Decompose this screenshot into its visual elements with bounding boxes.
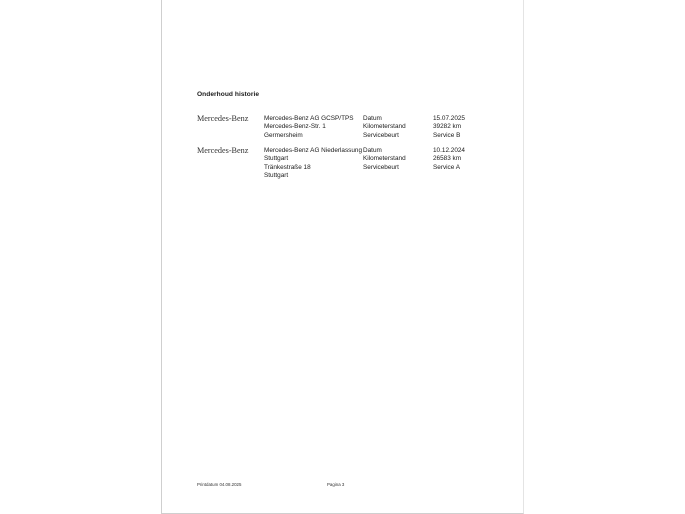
label-date: Datum: [363, 115, 382, 122]
dealer-line: Tränkestraße 18: [264, 163, 311, 171]
value-mileage: 26583 km: [433, 155, 462, 163]
dealer-address: [264, 115, 354, 140]
value-service: Service B: [433, 131, 461, 139]
dealer-line: Stuttgart: [264, 155, 289, 163]
field-labels: [363, 115, 406, 140]
field-values: [433, 115, 465, 140]
dealer-line: Mercedes-Benz AG GCSP/TPS: [264, 115, 354, 122]
dealer-address: [264, 147, 362, 180]
label-service: Servicebeurt: [363, 163, 399, 171]
section-heading: Onderhoud historie: [197, 91, 260, 98]
dealer-line: Mercedes-Benz-Str. 1: [264, 123, 326, 131]
dealer-line: Stuttgart: [264, 171, 289, 179]
dealer-line: Mercedes-Benz AG Niederlassung: [264, 147, 363, 154]
print-date: Printdatum 04.08.2025: [197, 482, 242, 487]
value-service: Service A: [433, 163, 460, 171]
label-mileage: Kilometerstand: [363, 123, 406, 131]
label-service: Servicebeurt: [363, 131, 399, 139]
field-labels: [363, 147, 406, 172]
brand-logo: Mercedes-Benz: [197, 114, 249, 123]
value-date: 10.12.2024: [433, 147, 465, 154]
value-date: 15.07.2025: [433, 115, 465, 122]
field-values: [433, 147, 465, 172]
dealer-line: Germersheim: [264, 131, 303, 139]
label-date: Datum: [363, 147, 382, 154]
document-page: [161, 0, 524, 514]
page-number: Pagina 3: [327, 482, 345, 487]
brand-logo: Mercedes-Benz: [197, 146, 249, 155]
label-mileage: Kilometerstand: [363, 155, 406, 163]
value-mileage: 39282 km: [433, 123, 462, 131]
